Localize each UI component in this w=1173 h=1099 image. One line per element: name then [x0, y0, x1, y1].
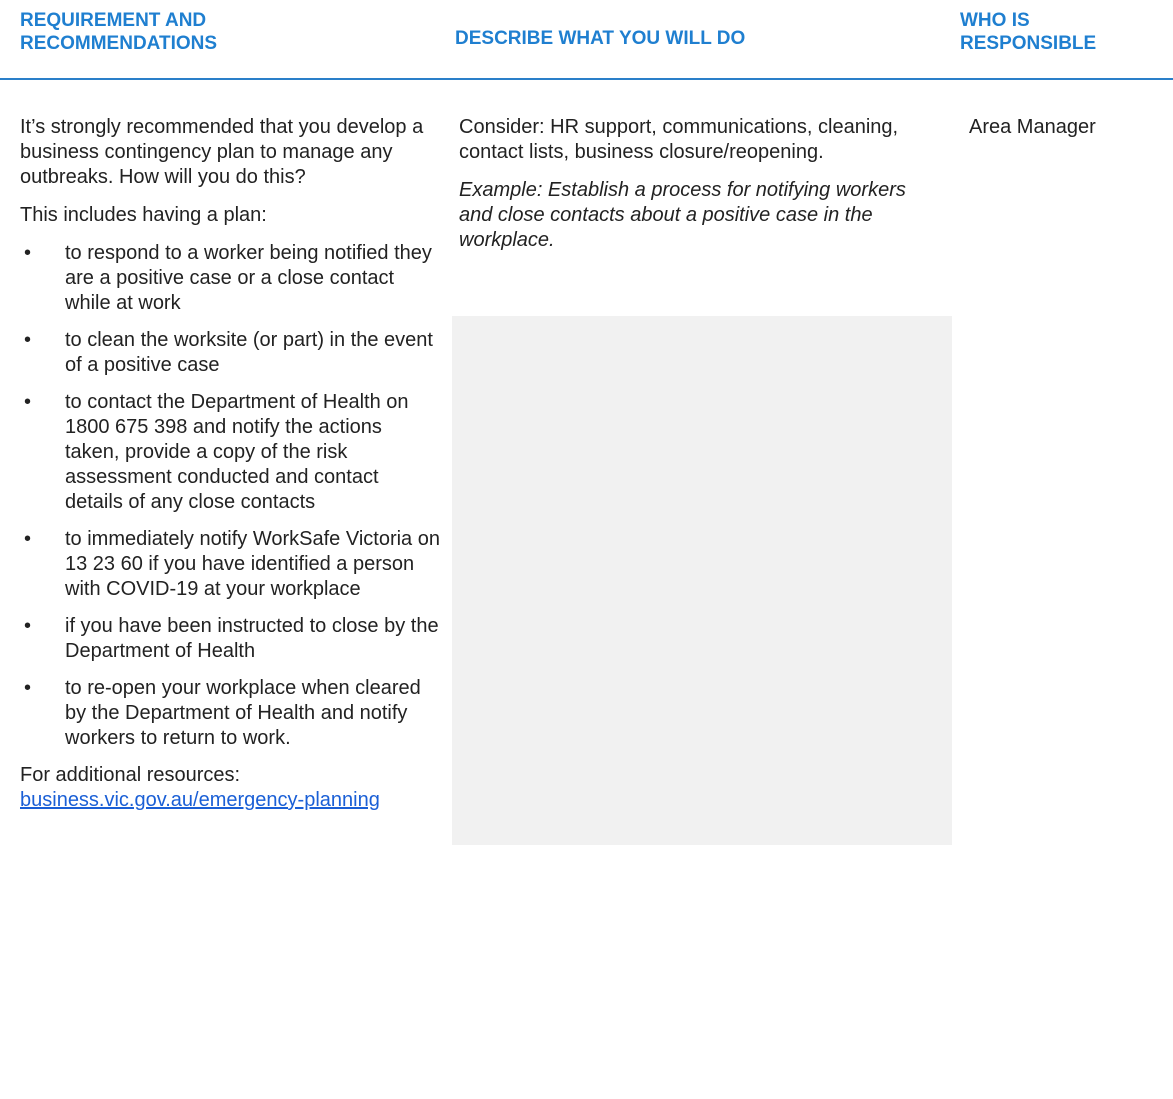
bullet-icon: • [24, 677, 32, 699]
responsible-column [969, 115, 1169, 140]
table-header [0, 0, 1173, 80]
list-item-text: if you have been instructed to close by the Department of Health [65, 615, 439, 662]
resources-label: For additional resources: [20, 764, 241, 786]
header-divider [0, 78, 1173, 80]
requirement-list [20, 241, 440, 751]
responsible-value: Area Manager [969, 116, 1096, 138]
list-item [20, 390, 440, 515]
list-item-text: to contact the Department of Health on 1800 675 398 and notify the actions taken, provide a copy of the risk assessment conducted and contact details of any close contacts [65, 391, 409, 513]
requirements-column [20, 115, 440, 813]
describe-consider: Consider: HR support, communications, cleaning, contact lists, business closure/reopening. [459, 116, 899, 163]
list-item-text: to respond to a worker being notified they are a positive case or a close contact while at work [65, 242, 432, 314]
bullet-icon: • [24, 242, 32, 264]
header-requirements: REQUIREMENT AND RECOMMENDATIONS [20, 10, 218, 54]
response-input-area[interactable] [452, 316, 952, 845]
header-describe: DESCRIBE WHAT YOU WILL DO [455, 28, 746, 49]
requirement-lead: This includes having a plan: [20, 204, 267, 226]
list-item [20, 676, 440, 751]
list-item [20, 328, 440, 378]
resources-block [20, 763, 440, 813]
list-item [20, 527, 440, 602]
bullet-icon: • [24, 329, 32, 351]
describe-column [459, 115, 944, 253]
describe-example: Example: Establish a process for notifying workers and close contacts about a positive case in the workplace. [459, 179, 906, 251]
list-item-text: to immediately notify WorkSafe Victoria on 13 23 60 if you have identified a person with COVID-19 at your workplace [65, 528, 440, 600]
header-responsible: WHO IS RESPONSIBLE [960, 10, 1097, 54]
bullet-icon: • [24, 528, 32, 550]
bullet-icon: • [24, 615, 32, 637]
list-item [20, 241, 440, 316]
bullet-icon: • [24, 391, 32, 413]
list-item-text: to clean the worksite (or part) in the event of a positive case [65, 329, 433, 376]
list-item-text: to re-open your workplace when cleared by the Department of Health and notify workers to return to work. [65, 677, 421, 749]
requirement-intro: It’s strongly recommended that you develop a business contingency plan to manage any outbreaks. How will you do this? [20, 116, 424, 188]
resources-link[interactable]: business.vic.gov.au/emergency-planning [20, 789, 380, 811]
list-item [20, 614, 440, 664]
